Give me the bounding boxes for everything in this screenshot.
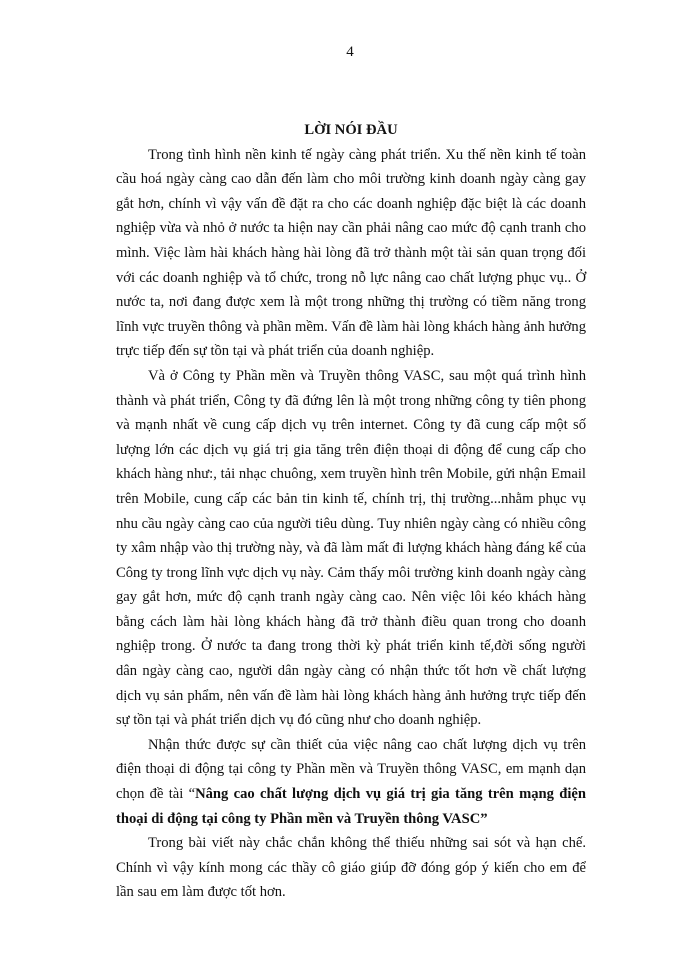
- section-heading: LỜI NÓI ĐẦU: [304, 122, 398, 138]
- paragraph-3-intro: Nhận thức được sự cần thiết của việc nâng cao chất lượng dịch vụ trên điện thoại di động tại công ty Phần mền và Truyền thông VASC, em mạnh dạn chọn đề tài “: [116, 736, 586, 803]
- paragraph-2: Và ở Công ty Phần mền và Truyền thông VASC, sau một quá trình hình thành và phát triển, Công ty đã đứng lên là một trong những công ty tiên phong và mạnh nhất về cung cấp dịch vụ trên internet. Công ty đã cung cấp một số lượng lớn các dịch vụ giá trị gia tăng trên điện thoại di động để cung cấp cho khách hàng như:, tải nhạc chuông, xem truyền hình trên Mobile, gửi nhận Email trên Mobile, cung cấp các bản tin kinh tế, chính trị, thị trường...nhằm phục vụ nhu cầu ngày càng cao của người tiêu dùng. Tuy nhiên ngày càng có nhiều công ty xâm nhập vào thị trường này, và đã làm mất đi lượng khách hàng đáng kể của Công ty trong lĩnh vực dịch vụ này. Cảm thấy môi trường kinh doanh ngày càng gay gắt hơn, mức độ cạnh tranh ngày càng cao. Nên việc lôi kéo khách hàng bằng cách làm hài lòng khách hàng đã trở thành điều quan trong cho doanh nghiệp trong. Ở nước ta đang trong thời kỳ phát triển kinh tế,đời sống người dân ngày càng cao, người dân ngày càng có nhận thức tốt hơn về chất lượng dịch vụ sản phẩm, nên vấn đề làm hài lòng khách hàng ảnh hưởng trực tiếp đến sự tồn tại và phát triển dịch vụ đó cũng như cho doanh nghiệp.: [116, 367, 586, 729]
- page-content: [116, 118, 586, 905]
- thesis-title: Nâng cao chất lượng dịch vụ giá trị gia tăng trên mạng điện thoại di động tại công ty Phần mền và Truyền thông VASC”: [116, 786, 586, 827]
- paragraph-1: Trong tình hình nền kinh tế ngày càng phát triển. Xu thế nền kinh tế toàn cầu hoá ngày càng cao dẫn đến làm cho môi trường kinh doanh ngày càng gay gắt hơn, chính vì vậy vấn đề đặt ra cho các doanh nghiệp đặc biệt là các doanh nghiệp vừa và nhỏ ở nước ta hiện nay cần phải nâng cao mức độ cạnh tranh cho mình. Việc làm hài khách hàng hài lòng đã trở thành một tài sản quan trọng đối với các doanh nghiệp và tổ chức, trong nỗ lực nâng cao chất lượng phục vụ.. Ở nước ta, nơi đang được xem là một trong những thị trường có tiềm năng trong lĩnh vực truyền thông và phần mềm. Vấn đề làm hài lòng khách hàng ảnh hưởng trực tiếp đến sự tồn tại và phát triển của doanh nghiệp.: [116, 146, 586, 360]
- closing-paragraph: Trong bài viết này chắc chắn không thể thiếu những sai sót và hạn chế. Chính vì vậy kính mong các thầy cô giáo giúp đỡ đóng góp ý kiến cho em để lần sau em làm được tốt hơn.: [116, 835, 586, 901]
- paragraph-3: [116, 733, 586, 831]
- page-number: 4: [346, 44, 354, 60]
